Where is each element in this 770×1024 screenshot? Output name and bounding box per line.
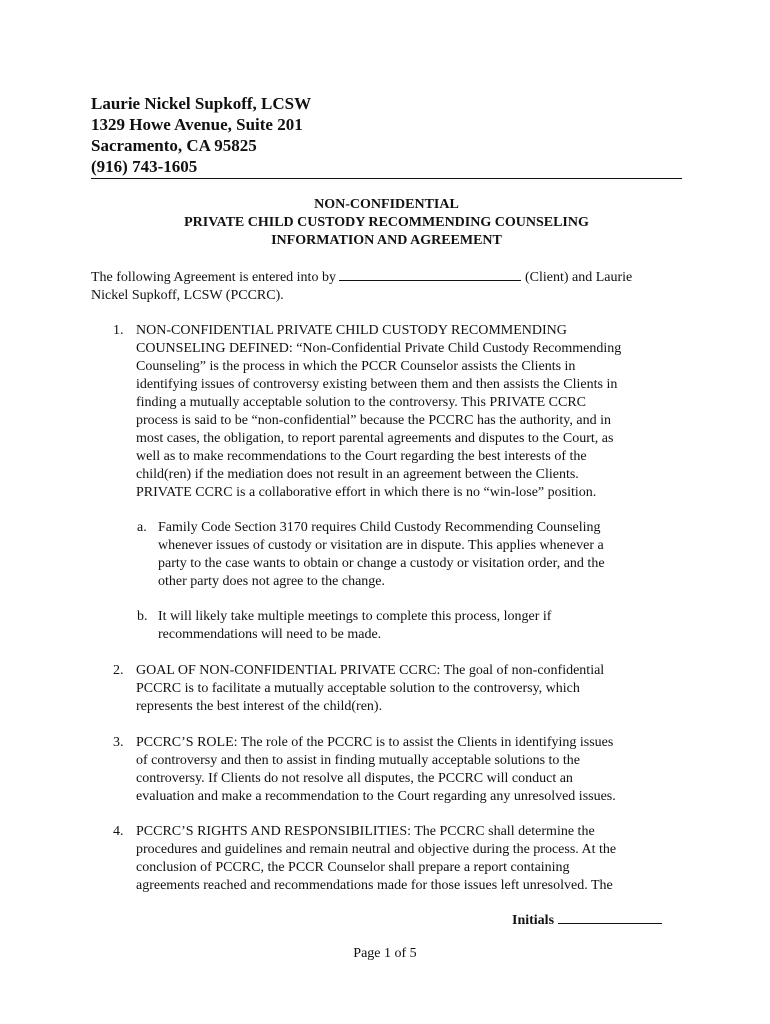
- item-line: whenever issues of custody or visitation are in dispute. This applies whenever a: [158, 538, 604, 553]
- address-line-2: Sacramento, CA 95825: [91, 136, 257, 155]
- item-line: PCCRC’S RIGHTS AND RESPONSIBILITIES: The PCCRC shall determine the: [136, 824, 595, 839]
- item-line: conclusion of PCCRC, the PCCR Counselor shall prepare a report containing: [136, 860, 570, 875]
- intro-text-before: The following Agreement is entered into by: [91, 270, 336, 285]
- initials-field: [512, 911, 662, 930]
- item-number: 3.: [113, 735, 124, 750]
- letterhead: [91, 93, 682, 179]
- phone-number: (916) 743-1605: [91, 157, 198, 176]
- item-line: It will likely take multiple meetings to complete this process, longer if: [158, 609, 552, 624]
- item-line: COUNSELING DEFINED: “Non-Confidential Private Child Custody Recommending: [136, 341, 622, 356]
- item-line: recommendations will need to be made.: [158, 627, 382, 642]
- item-line: controversy. If Clients do not resolve all disputes, the PCCRC will conduct an: [136, 771, 573, 786]
- item-line: GOAL OF NON-CONFIDENTIAL PRIVATE CCRC: The goal of non-confidential: [136, 663, 605, 678]
- item-line: process is said to be “non-confidential” because the PCCRC has the authority, and in: [136, 413, 611, 428]
- item-line: NON-CONFIDENTIAL PRIVATE CHILD CUSTODY RECOMMENDING: [136, 323, 567, 338]
- title-line-1: NON-CONFIDENTIAL: [314, 197, 459, 212]
- client-name-blank[interactable]: [339, 268, 521, 281]
- item-line: agreements reached and recommendations made for those issues left unresolved. The: [136, 878, 613, 893]
- title-line-2: PRIVATE CHILD CUSTODY RECOMMENDING COUNSELING: [184, 215, 589, 230]
- item-letter: b.: [137, 609, 148, 624]
- document-title: [91, 196, 682, 250]
- page-number: Page 1 of 5: [353, 946, 417, 961]
- item-line: procedures and guidelines and remain neutral and objective during the process. At the: [136, 842, 617, 857]
- title-line-3: INFORMATION AND AGREEMENT: [271, 233, 502, 248]
- item-number: 2.: [113, 663, 124, 678]
- item-line: Family Code Section 3170 requires Child Custody Recommending Counseling: [158, 520, 601, 535]
- item-line: represents the best interest of the child(ren).: [136, 699, 383, 714]
- initials-blank[interactable]: [558, 911, 662, 924]
- item-line: well as to make recommendations to the Court regarding the best interests of the: [136, 449, 587, 464]
- intro-text-after: (Client) and Laurie: [524, 270, 633, 285]
- item-line: PCCRC is to facilitate a mutually acceptable solution to the controversy, which: [136, 681, 580, 696]
- provider-name: Laurie Nickel Supkoff, LCSW: [91, 94, 312, 113]
- item-line: most cases, the obligation, to report parental agreements and disputes to the Court, as: [136, 431, 614, 446]
- item-line: other party does not agree to the change.: [158, 574, 386, 589]
- item-line: child(ren) if the mediation does not result in an agreement between the Clients.: [136, 467, 579, 482]
- item-line: party to the case wants to obtain or change a custody or visitation order, and the: [158, 556, 605, 571]
- item-line: Counseling” is the process in which the PCCR Counselor assists the Clients in: [136, 359, 576, 374]
- item-line: PCCRC’S ROLE: The role of the PCCRC is to assist the Clients in identifying issues: [136, 735, 614, 750]
- item-line: evaluation and make a recommendation to the Court regarding any unresolved issues.: [136, 789, 616, 804]
- item-number: 1.: [113, 323, 124, 338]
- item-line: PRIVATE CCRC is a collaborative effort in which there is no “win-lose” position.: [136, 485, 597, 500]
- intro-paragraph: [91, 268, 681, 305]
- intro-line-2: Nickel Supkoff, LCSW (PCCRC).: [91, 288, 284, 303]
- item-number: 4.: [113, 824, 124, 839]
- item-line: of controversy and then to assist in finding mutually acceptable solutions to the: [136, 753, 581, 768]
- item-letter: a.: [137, 520, 147, 535]
- address-line-1: 1329 Howe Avenue, Suite 201: [91, 115, 303, 134]
- item-line: identifying issues of controversy existing between them and then assists the Clients in: [136, 377, 618, 392]
- item-line: finding a mutually acceptable solution to the controversy. This PRIVATE CCRC: [136, 395, 587, 410]
- initials-label: Initials: [512, 913, 555, 928]
